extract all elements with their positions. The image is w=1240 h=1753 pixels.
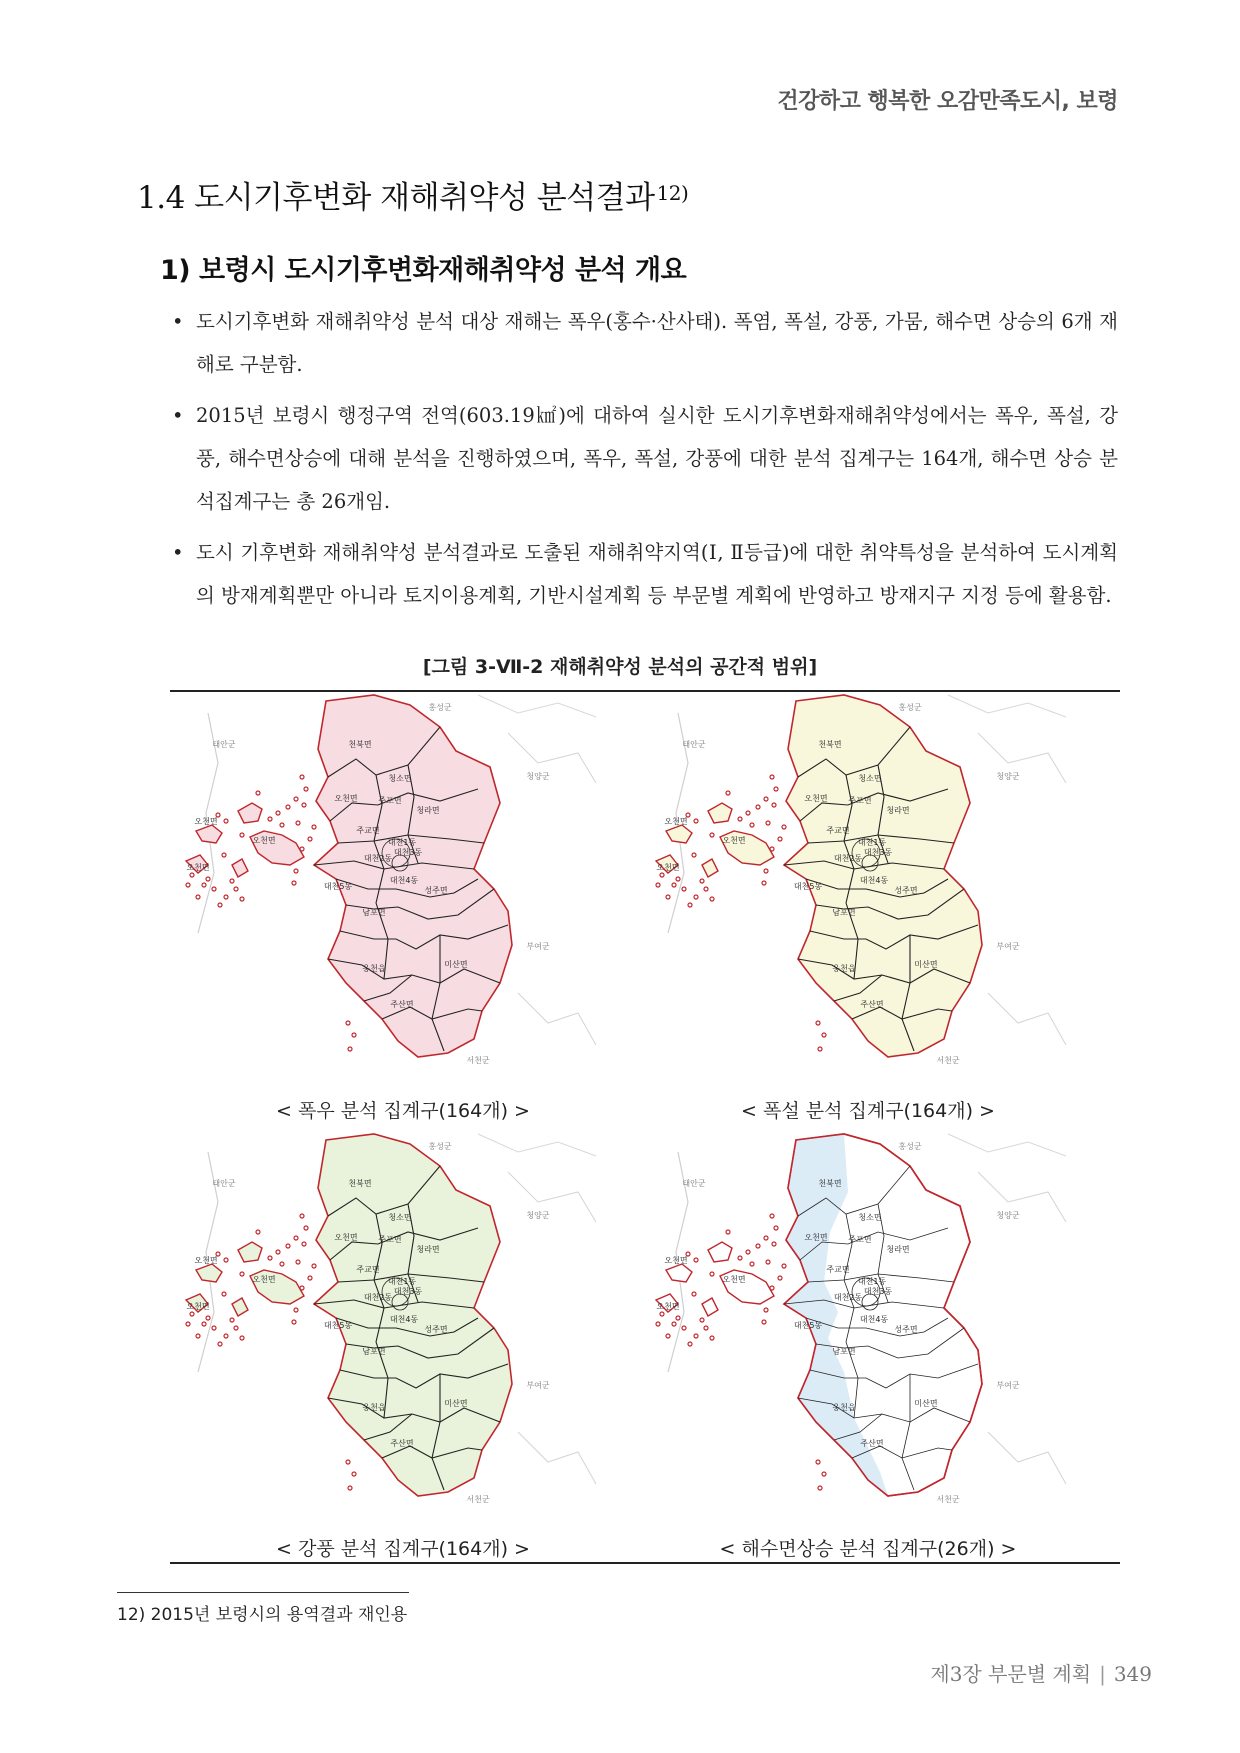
district-label: 대천3동 <box>393 1287 423 1296</box>
road-line <box>508 733 596 783</box>
islet <box>206 877 210 881</box>
district-label: 웅천읍 <box>362 1403 386 1412</box>
islet <box>348 1486 352 1490</box>
islet <box>746 1250 750 1254</box>
islet <box>726 1230 730 1234</box>
bullet-item: • 도시기후변화 재해취약성 분석 대상 재해는 폭우(홍수·산사태). 폭염, 폭설, 강풍, 가뭄, 해수면 상승의 6개 재해로 구분함. <box>170 300 1118 386</box>
islet <box>224 819 228 823</box>
islet <box>292 1320 296 1324</box>
district-label: 청라면 <box>416 806 440 815</box>
islet <box>764 797 768 801</box>
neighbor-label: 서천군 <box>466 1056 490 1065</box>
district-label: 대천4동 <box>859 876 889 885</box>
islet <box>774 787 778 791</box>
islet <box>822 1472 826 1476</box>
islet <box>672 1322 676 1326</box>
islet <box>276 1250 280 1254</box>
map-panel-strong-wind <box>178 1132 598 1530</box>
islet <box>778 837 782 841</box>
islet <box>346 1021 350 1025</box>
district-label: 남포면 <box>832 908 856 917</box>
islet <box>300 775 304 779</box>
islet <box>682 887 686 891</box>
islet <box>770 847 774 851</box>
road-line <box>518 993 596 1045</box>
neighbor-label: 부여군 <box>526 1381 550 1390</box>
district-label: 대천2동 <box>363 1293 393 1302</box>
district-label: 대천3동 <box>393 848 423 857</box>
islet <box>818 1486 822 1490</box>
district-label: 대천5동 <box>793 882 823 891</box>
islet <box>352 1472 356 1476</box>
district-label: 대천5동 <box>323 1321 353 1330</box>
islet <box>710 897 714 901</box>
islet <box>700 879 704 883</box>
district-label: 청소면 <box>858 774 882 783</box>
islet <box>286 1244 290 1248</box>
district-label: 천북면 <box>348 1179 372 1188</box>
island-label: 오천면 <box>664 1256 688 1265</box>
islet <box>268 1256 272 1260</box>
islet <box>688 903 692 907</box>
islet <box>222 1292 226 1296</box>
islet <box>240 1336 244 1340</box>
island-label: 오천면 <box>186 1302 210 1311</box>
islet <box>660 873 664 877</box>
islet <box>656 883 660 887</box>
islet <box>302 803 306 807</box>
islet <box>202 883 206 887</box>
district-label: 오천면 <box>804 1233 828 1242</box>
district-label: 청라면 <box>886 806 910 815</box>
district-label: 천북면 <box>818 740 842 749</box>
district-label: 주포면 <box>848 796 872 805</box>
neighbor-label: 부여군 <box>526 942 550 951</box>
islet <box>240 897 244 901</box>
district-label: 성주면 <box>424 1325 448 1334</box>
islet <box>700 1318 704 1322</box>
bullet-item: • 도시 기후변화 재해취약성 분석결과로 도출된 재해취약지역(Ⅰ, Ⅱ등급)에 대한 취약특성을 분석하여 도시계획의 방재계획뿐만 아니라 토지이용계획, 기반시설계획 등 부문별 계획에 반영하고 방재지구 지정 등에 활용함. <box>170 531 1118 617</box>
section-title-text: 1.4 도시기후변화 재해취약성 분석결과 <box>137 180 655 216</box>
islet <box>276 811 280 815</box>
islet <box>782 825 786 829</box>
islet <box>770 1214 774 1218</box>
islet <box>738 817 742 821</box>
road-line <box>978 733 1066 783</box>
district-label: 청라면 <box>886 1245 910 1254</box>
islet <box>750 1262 754 1266</box>
islet <box>294 1236 298 1240</box>
page-footer <box>930 1658 1152 1687</box>
islet <box>772 1242 776 1246</box>
district-label: 대천3동 <box>863 1287 893 1296</box>
islet <box>770 775 774 779</box>
islet <box>688 1342 692 1346</box>
map-panel-heavy-rain <box>178 693 598 1091</box>
islet <box>778 1276 782 1280</box>
district-label: 대천2동 <box>363 854 393 863</box>
islet <box>694 1258 698 1262</box>
island-label: 오천면 <box>664 817 688 826</box>
islet <box>738 1256 742 1260</box>
islet <box>348 1047 352 1051</box>
island-label: 오천면 <box>722 836 746 845</box>
islet <box>704 1326 708 1330</box>
neighbor-label: 태안군 <box>212 740 236 749</box>
district-label: 오천면 <box>334 794 358 803</box>
islet <box>300 1286 304 1290</box>
district-label: 주산면 <box>390 1000 414 1009</box>
district-label: 미산면 <box>444 1399 468 1408</box>
district-label: 주산면 <box>860 1439 884 1448</box>
islet <box>308 837 312 841</box>
islet <box>816 1021 820 1025</box>
island <box>232 859 248 877</box>
islet <box>710 833 714 837</box>
district-label: 대천2동 <box>833 1293 863 1302</box>
islet <box>756 1244 760 1248</box>
map-caption-heavy-snow: < 폭설 분석 집계구(164개) > <box>741 1100 995 1122</box>
road-line <box>478 695 596 717</box>
neighbor-label: 태안군 <box>212 1179 236 1188</box>
islet <box>816 1460 820 1464</box>
islet <box>190 873 194 877</box>
district-label: 성주면 <box>894 886 918 895</box>
islet <box>218 1342 222 1346</box>
neighbor-label: 홍성군 <box>898 703 922 712</box>
islet <box>756 805 760 809</box>
island <box>238 1242 262 1262</box>
footnote-rule <box>117 1592 409 1593</box>
district-label: 청소면 <box>388 774 412 783</box>
district-label: 청소면 <box>858 1213 882 1222</box>
road-line <box>948 1134 1066 1156</box>
district-label: 성주면 <box>894 1325 918 1334</box>
islet <box>676 1316 680 1320</box>
islet <box>296 1260 300 1264</box>
district-label: 남포면 <box>362 1347 386 1356</box>
islet <box>280 823 284 827</box>
islet <box>294 1308 298 1312</box>
district-label: 미산면 <box>444 960 468 969</box>
islet <box>196 895 200 899</box>
islet <box>762 1320 766 1324</box>
neighbor-label: 서천군 <box>936 1056 960 1065</box>
islet <box>230 1318 234 1322</box>
district-label: 주포면 <box>378 1235 402 1244</box>
islet <box>764 869 768 873</box>
road-line <box>988 1432 1066 1484</box>
islet <box>818 1047 822 1051</box>
islet <box>762 881 766 885</box>
islet <box>710 1336 714 1340</box>
district-label: 주교면 <box>826 1265 850 1274</box>
island <box>708 803 732 823</box>
district-label: 미산면 <box>914 960 938 969</box>
running-header: 건강하고 행복한 오감만족도시, 보령 <box>777 89 1118 114</box>
island <box>196 1264 222 1282</box>
road-line <box>978 1172 1066 1222</box>
islet <box>240 1272 244 1276</box>
district-label: 주포면 <box>848 1235 872 1244</box>
islet <box>212 887 216 891</box>
neighbor-label: 태안군 <box>682 740 706 749</box>
islet <box>312 1264 316 1268</box>
island-label: 오천면 <box>656 863 680 872</box>
neighbor-label: 서천군 <box>936 1495 960 1504</box>
island <box>708 1242 732 1262</box>
neighbor-label: 청양군 <box>526 772 550 781</box>
islet <box>224 1258 228 1262</box>
islet <box>766 1260 770 1264</box>
islet <box>294 869 298 873</box>
islet <box>764 1236 768 1240</box>
islet <box>302 1242 306 1246</box>
islet <box>300 1214 304 1218</box>
district-label: 주교면 <box>356 1265 380 1274</box>
road-line <box>478 1134 596 1156</box>
district-label: 웅천읍 <box>362 964 386 973</box>
islet <box>234 887 238 891</box>
islet <box>682 1326 686 1330</box>
district-label: 대천2동 <box>833 854 863 863</box>
district-label: 웅천읍 <box>832 964 856 973</box>
islet <box>212 1326 216 1330</box>
district-label: 천북면 <box>348 740 372 749</box>
islet <box>666 895 670 899</box>
islet <box>822 1033 826 1037</box>
neighbor-label: 홍성군 <box>428 1142 452 1151</box>
islet <box>186 883 190 887</box>
islet <box>766 821 770 825</box>
islet <box>240 833 244 837</box>
figure-bottom-rule <box>170 1562 1120 1564</box>
island-label: 오천면 <box>194 817 218 826</box>
district-label: 주교면 <box>356 826 380 835</box>
map-caption-strong-wind: < 강풍 분석 집계구(164개) > <box>276 1538 530 1560</box>
island <box>232 1298 248 1316</box>
neighbor-label: 부여군 <box>996 942 1020 951</box>
road-line <box>988 993 1066 1045</box>
district-label: 천북면 <box>818 1179 842 1188</box>
district-label: 주산면 <box>390 1439 414 1448</box>
islet <box>352 1033 356 1037</box>
islet <box>308 1276 312 1280</box>
islet <box>190 1312 194 1316</box>
island-label: 오천면 <box>194 1256 218 1265</box>
district-label: 오천면 <box>804 794 828 803</box>
district-label: 청라면 <box>416 1245 440 1254</box>
islet <box>692 853 696 857</box>
map-panel-heavy-snow <box>648 693 1068 1091</box>
district-label: 주교면 <box>826 826 850 835</box>
islet <box>296 821 300 825</box>
footnote: 12) 2015년 보령시의 용역결과 재인용 <box>117 1605 408 1625</box>
islet <box>218 903 222 907</box>
district-label: 미산면 <box>914 1399 938 1408</box>
islet <box>224 895 228 899</box>
islet <box>750 823 754 827</box>
neighbor-label: 태안군 <box>682 1179 706 1188</box>
neighbor-label: 홍성군 <box>898 1142 922 1151</box>
map-sea-level-rise <box>648 1132 1068 1530</box>
islet <box>222 853 226 857</box>
district-label: 성주면 <box>424 886 448 895</box>
chapter-label: 제3장 부문별 계획 <box>930 1662 1092 1686</box>
islet <box>224 1334 228 1338</box>
island-label: 오천면 <box>252 1275 276 1284</box>
islet <box>704 887 708 891</box>
islet <box>782 1264 786 1268</box>
island <box>702 1298 718 1316</box>
islet <box>234 1326 238 1330</box>
island <box>238 803 262 823</box>
islet <box>764 1308 768 1312</box>
district-label: 주산면 <box>860 1000 884 1009</box>
map-strong-wind <box>178 1132 598 1530</box>
neighbor-label: 청양군 <box>996 1211 1020 1220</box>
district-label: 대천1동 <box>857 838 887 847</box>
island <box>196 825 222 843</box>
page-number: 349 <box>1113 1662 1152 1686</box>
district-label: 오천면 <box>334 1233 358 1242</box>
district-label: 청소면 <box>388 1213 412 1222</box>
island <box>666 825 692 843</box>
islet <box>676 877 680 881</box>
footer-separator: | <box>1099 1662 1106 1686</box>
neighbor-label: 청양군 <box>526 1211 550 1220</box>
islet <box>692 1292 696 1296</box>
islet <box>660 1312 664 1316</box>
islet <box>202 1322 206 1326</box>
island <box>666 1264 692 1282</box>
islet <box>746 811 750 815</box>
islet <box>694 819 698 823</box>
map-heavy-snow <box>648 693 1068 1091</box>
road-line <box>508 1172 596 1222</box>
district-label: 남포면 <box>362 908 386 917</box>
islet <box>772 803 776 807</box>
map-panel-sea-level-rise <box>648 1132 1068 1530</box>
islet <box>666 1334 670 1338</box>
road-line <box>518 1432 596 1484</box>
district-label: 대천1동 <box>857 1277 887 1286</box>
islet <box>256 791 260 795</box>
islet <box>280 1262 284 1266</box>
islet <box>726 791 730 795</box>
island-label: 오천면 <box>656 1302 680 1311</box>
islet <box>304 787 308 791</box>
neighbor-label: 홍성군 <box>428 703 452 712</box>
islet <box>694 1334 698 1338</box>
figure-top-rule <box>170 690 1120 692</box>
islet <box>268 817 272 821</box>
district-label: 웅천읍 <box>832 1403 856 1412</box>
island-label: 오천면 <box>186 863 210 872</box>
islet <box>300 847 304 851</box>
islet <box>656 1322 660 1326</box>
map-caption-heavy-rain: < 폭우 분석 집계구(164개) > <box>276 1100 530 1122</box>
map-heavy-rain <box>178 693 598 1091</box>
islet <box>710 1272 714 1276</box>
islet <box>196 1334 200 1338</box>
district-label: 남포면 <box>832 1347 856 1356</box>
islet <box>294 797 298 801</box>
district-label: 대천3동 <box>863 848 893 857</box>
district-label: 대천5동 <box>793 1321 823 1330</box>
bullet-item: • 2015년 보령시 행정구역 전역(603.19㎢)에 대하여 실시한 도시기후변화재해취약성에서는 폭우, 폭설, 강풍, 해수면상승에 대해 분석을 진행하였으며, 폭우, 폭설, 강풍에 대한 분석 집계구는 164개, 해수면 상승 분석집계구는 총 26개임. <box>170 394 1118 523</box>
islet <box>312 825 316 829</box>
islet <box>292 881 296 885</box>
neighbor-label: 청양군 <box>996 772 1020 781</box>
map-caption-sea-level-rise: < 해수면상승 분석 집계구(26개) > <box>719 1538 1017 1560</box>
road-line <box>948 695 1066 717</box>
figure-caption: [그림 3-Ⅶ-2 재해취약성 분석의 공간적 범위] <box>422 656 818 678</box>
district-label: 대천5동 <box>323 882 353 891</box>
islet <box>186 1322 190 1326</box>
islet <box>774 1226 778 1230</box>
district-label: 대천4동 <box>859 1315 889 1324</box>
islet <box>672 883 676 887</box>
islet <box>770 1286 774 1290</box>
island-label: 오천면 <box>252 836 276 845</box>
bullet-list <box>170 300 1118 625</box>
islet <box>206 1316 210 1320</box>
island <box>702 859 718 877</box>
section-title <box>137 172 688 217</box>
neighbor-label: 부여군 <box>996 1381 1020 1390</box>
district-label: 주포면 <box>378 796 402 805</box>
islet <box>230 879 234 883</box>
district-label: 대천4동 <box>389 876 419 885</box>
subsection-title: 1) 보령시 도시기후변화재해취약성 분석 개요 <box>160 255 687 286</box>
neighbor-label: 서천군 <box>466 1495 490 1504</box>
islet <box>286 805 290 809</box>
district-label: 대천1동 <box>387 1277 417 1286</box>
islet <box>694 895 698 899</box>
islet <box>256 1230 260 1234</box>
district-label: 대천1동 <box>387 838 417 847</box>
footnote-reference[interactable]: 12) <box>656 181 689 205</box>
district-label: 대천4동 <box>389 1315 419 1324</box>
islet <box>346 1460 350 1464</box>
island-label: 오천면 <box>722 1275 746 1284</box>
islet <box>304 1226 308 1230</box>
